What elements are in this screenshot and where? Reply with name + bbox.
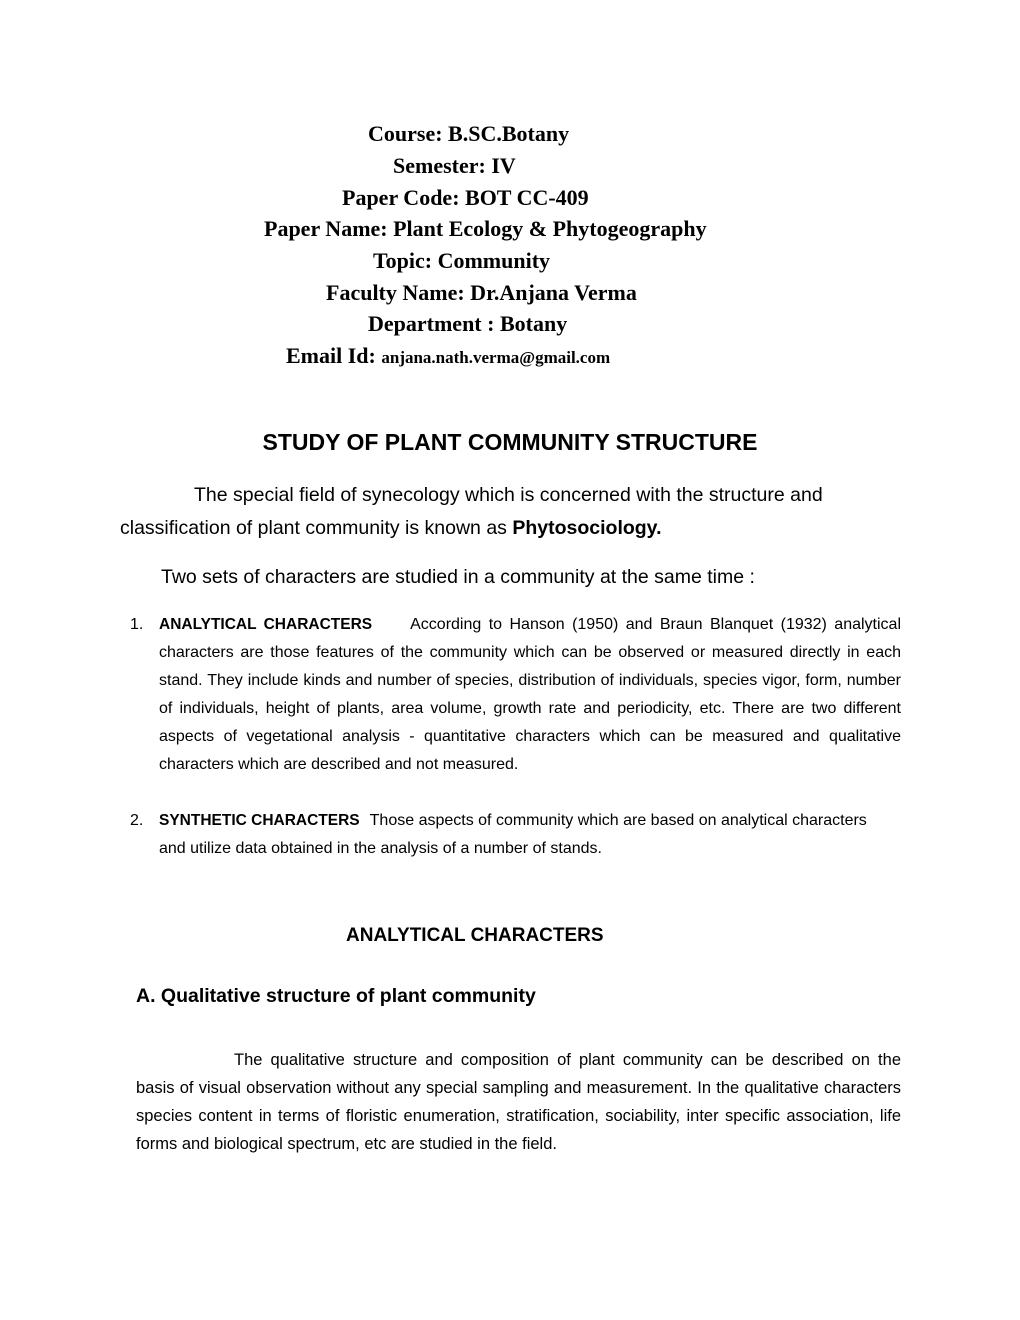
list-item-synthetic bbox=[159, 807, 879, 863]
intro-sets-sentence: Two sets of characters are studied in a community at the same time : bbox=[161, 566, 755, 588]
list-item-analytical bbox=[159, 611, 901, 779]
paper-code-line: Paper Code: BOT CC-409 bbox=[342, 185, 589, 210]
intro-text: The special field of synecology which is concerned with the structure and classification of plant community is known as bbox=[120, 484, 823, 539]
qualitative-paragraph: The qualitative structure and composition of plant community can be described on the basis of visual observation without any special sampling and measurement. In the qualitative characters species content in terms of floristic enumeration, stratification, sociability, inter specific association, life forms and biological spectrum, etc are studied in the field. bbox=[136, 1051, 901, 1153]
page-title-text: STUDY OF PLANT COMMUNITY STRUCTURE bbox=[262, 429, 758, 455]
list-item-label: ANALYTICAL CHARACTERS bbox=[159, 616, 373, 633]
section-heading: ANALYTICAL CHARACTERS bbox=[346, 925, 604, 946]
page-title bbox=[0, 429, 1020, 456]
list-number-1: 1. bbox=[130, 616, 144, 633]
phytosociology-term: Phytosociology. bbox=[512, 517, 662, 539]
list-item-text: According to Hanson (1950) and Braun Blanquet (1932) analytical characters are those features of the community which can be observed or measured directly in each stand. They include kinds and number of species, distribution of individuals, species vigor, form, number of individuals, height of plants, area volume, growth rate and periodicity, etc. There are two different aspects of vegetational analysis - quantitative characters which can be measured and qualitative characters which are described and not measured. bbox=[159, 616, 902, 773]
department-line: Department : Botany bbox=[368, 311, 568, 336]
email-line bbox=[286, 343, 610, 371]
paper-name-line: Paper Name: Plant Ecology & Phytogeography bbox=[264, 216, 707, 241]
course-line: Course: B.SC.Botany bbox=[368, 121, 570, 146]
email-value: anjana.nath.verma@gmail.com bbox=[381, 348, 611, 367]
list-number-2: 2. bbox=[130, 812, 144, 829]
intro-paragraph bbox=[120, 479, 910, 545]
list-item-label: SYNTHETIC CHARACTERS bbox=[159, 812, 360, 829]
email-label: Email Id: bbox=[286, 343, 376, 368]
topic-line: Topic: Community bbox=[373, 248, 551, 273]
section-subheading: A. Qualitative structure of plant community bbox=[136, 985, 536, 1007]
faculty-line: Faculty Name: Dr.Anjana Verma bbox=[326, 280, 637, 305]
semester-line: Semester: IV bbox=[393, 153, 516, 178]
list-item-text: Those aspects of community which are based on analytical characters and utilize data obtained in the analysis of a number of stands. bbox=[159, 812, 867, 857]
